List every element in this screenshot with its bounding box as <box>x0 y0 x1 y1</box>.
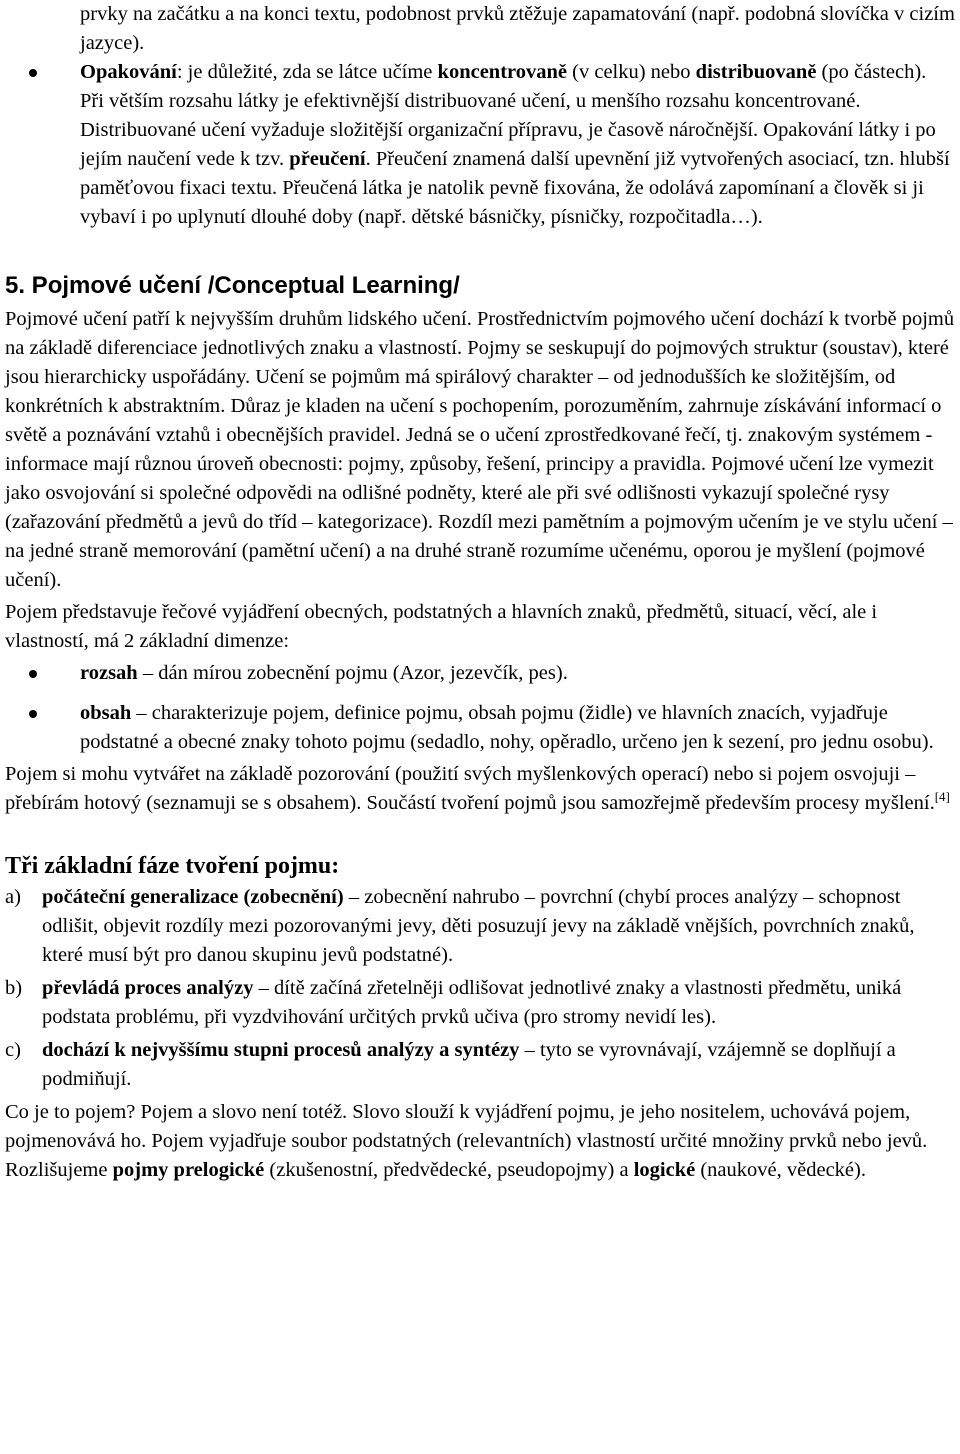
list-item-opakovani <box>5 58 955 232</box>
text-run: (v celku) nebo <box>567 61 696 83</box>
text-run: prvky na začátku a na konci textu, podobnost prvků ztěžuje zapamatování (např. podobná slovíčka v cizím jazyce). <box>80 3 955 54</box>
text-run: – dítě začíná zřetelněji odlišovat jednotlivé znaky a vlastnosti předmětu, uniká podstata problému, při vyzdvihování určitých prvků učiva (pro stromy nevidí les). <box>42 977 902 1028</box>
text-run: – dán mírou zobecnění pojmu (Azor, jezevčík, pes). <box>137 662 568 684</box>
bullet-icon <box>29 670 37 678</box>
list-item-obsah <box>5 699 955 757</box>
bold-term: distribuovaně <box>695 61 817 83</box>
rozsah-text <box>80 659 955 688</box>
paragraph-pojem-dimenze <box>5 598 955 656</box>
bold-term: koncentrovaně <box>437 61 568 83</box>
text-run: . Přeučení znamená další upevnění již vytvořených asociací, tzn. hlubší paměťovou fixaci textu. Přeučená látka je natolik pevně fixována, že odolává zapomínaní a člověk si ji vybaví i po uplynutí dlouhé doby (např. dětské básničky, písničky, rozpočitadla…). <box>80 148 950 228</box>
text-run: (naukové, vědecké). <box>695 1159 866 1181</box>
phase-text <box>42 1036 955 1094</box>
bullet-icon <box>29 710 37 718</box>
phase-item <box>5 883 955 970</box>
phases-heading: Tři základní fáze tvoření pojmu: <box>5 853 340 879</box>
text-run: (po částech). Při větším rozsahu látky je efektivnější distribuované učení, u menšího rozsahu koncentrované. Distribuované učení vyžaduje složitější organizační přípravu, je časově náročnější. Opakování látky i po jejím naučení vede k tzv. <box>80 61 936 170</box>
obsah-text <box>80 699 955 757</box>
text-run: Pojem představuje řečové vyjádření obecných, podstatných a hlavních znaků, předmětů, situací, věcí, ale i vlastností, má 2 základní dimenze: <box>5 601 878 652</box>
list-item-rozsah <box>5 659 955 688</box>
text-run: – zobecnění nahrubo – povrchní (chybí proces analýzy – schopnost odlišit, objevit rozdíly mezi pozorovanými jevy, děti posuzují jevy na základě vnějších, povrchních znaků, které musí být pro danou skupinu jevů podstatné). <box>42 886 915 966</box>
bold-term: pojmy prelogické <box>112 1159 265 1181</box>
section-heading: 5. Pojmové učení /Conceptual Learning/ <box>5 272 460 299</box>
paragraph-co-je-pojem <box>5 1098 955 1185</box>
bold-term: Opakování <box>80 61 177 83</box>
citation-ref: [4] <box>934 789 950 804</box>
phase-marker: b) <box>5 977 23 999</box>
bold-term: převládá proces analýzy <box>42 977 254 999</box>
phase-item <box>5 1036 955 1094</box>
phase-marker: a) <box>5 886 21 908</box>
bold-term: logické <box>633 1159 696 1181</box>
bold-term: obsah <box>80 702 132 724</box>
bullet-icon <box>29 69 37 77</box>
text-run: (zkušenostní, předvědecké, pseudopojmy) a <box>264 1159 634 1181</box>
document-page <box>5 0 955 1185</box>
continuation-text <box>80 0 955 58</box>
phase-text <box>42 974 955 1032</box>
bold-term: rozsah <box>80 662 138 684</box>
text-run: Pojem si mohu vytvářet na základě pozorování (použití svých myšlenkových operací) nebo si pojem osvojuji – přebírám hotový (seznamuji se s obsahem). Součástí tvoření pojmů jsou samozřejmě především procesy myšlení. <box>5 763 935 814</box>
bold-term: počáteční generalizace (zobecnění) <box>42 886 344 908</box>
bullet-list-top <box>5 0 955 232</box>
text-run: – tyto se vyrovnávají, vzájemně se doplňují a podmiňují. <box>42 1039 896 1090</box>
paragraph-pojmove-uceni <box>5 305 955 595</box>
text-run: : je důležité, zda se látce učíme <box>176 61 438 83</box>
phases-list <box>5 883 955 1094</box>
dimension-list <box>5 659 955 757</box>
opakovani-text <box>80 58 955 232</box>
text-run: – charakterizuje pojem, definice pojmu, obsah pojmu (židle) ve hlavních znacích, vyjadřuje podstatné a obecné znaky tohoto pojmu (sedadlo, nohy, opěradlo, určeno jen k sezení, pro jednu osobu). <box>80 702 934 753</box>
paragraph-vytvareni-pojmu <box>5 760 955 818</box>
text-run: Co je to pojem? Pojem a slovo není totéž. Slovo slouží k vyjádření pojmu, je jeho nositelem, uchovává pojem, pojmenovává ho. Pojem vyjadřuje soubor podstatných (relevantních) vlastností určité množiny prvků nebo jevů. Rozlišujeme <box>5 1101 928 1181</box>
phase-item <box>5 974 955 1032</box>
text-run: Pojmové učení patří k nejvyšším druhům lidského učení. Prostřednictvím pojmového učení dochází k tvorbě pojmů na základě diferenciace jednotlivých znaku a vlastností. Pojmy se seskupují do pojmových struktur (soustav), které jsou hierarchicky uspořádány. Učení se pojmům má spirálový charakter – od jednodušších ke složitějším, od konkrétních k abstraktním. Důraz je kladen na učení s pochopením, porozuměním, zahrnuje získávání informací o světě a poznávání vztahů i obecnějších pravidel. Jedná se o učení zprostředkované řečí, tj. znakovým systémem - informace mají různou úroveň obecnosti: pojmy, způsoby, řešení, principy a pravidla. Pojmové učení lze vymezit jako osvojování si společné odpovědi na odlišné podněty, které ale při své odlišnosti vykazují společné rysy (zařazování předmětů a jevů do tříd – kategorizace). Rozdíl mezi pamětním a pojmovým učením je ve stylu učení – na jedné straně memorování (pamětní učení) a na druhé straně rozumíme učenému, oporou je myšlení (pojmové učení). <box>5 308 955 591</box>
phase-marker: c) <box>5 1039 21 1061</box>
list-item-continuation <box>5 0 955 58</box>
bold-term: přeučení <box>289 148 366 170</box>
phase-text <box>42 883 955 970</box>
bold-term: dochází k nejvyššímu stupni procesů analýzy a syntézy <box>42 1039 520 1061</box>
